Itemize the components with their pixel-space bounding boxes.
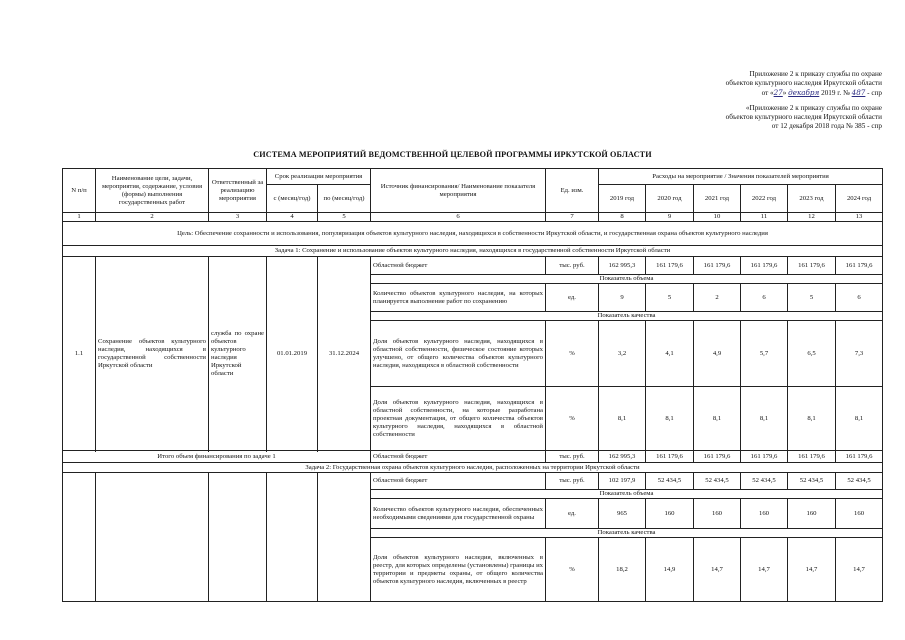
quality1-label: Доля объектов культурного наследия, находящихся в областной собственности, физическое состояние которых улучшено, от общего количества объектов культурного наследия, находящихся в областной собственности xyxy=(371,321,546,387)
value-cell: 2 xyxy=(694,284,741,312)
col-index: 4 xyxy=(267,213,318,222)
value-cell: 14,7 xyxy=(741,538,788,602)
column-index-row xyxy=(63,213,883,222)
item-to: 31.12.2024 xyxy=(318,257,371,451)
table-row xyxy=(63,473,883,490)
item-number: 1.1 xyxy=(63,257,96,451)
empty-cell xyxy=(318,473,371,602)
table-row xyxy=(63,257,883,275)
value-cell: 162 995,3 xyxy=(599,451,646,463)
document-title: СИСТЕМА МЕРОПРИЯТИЙ ВЕДОМСТВЕННОЙ ЦЕЛЕВОЙ ПРОГРАММЫ ИРКУТСКОЙ ОБЛАСТИ xyxy=(253,150,652,159)
task-row xyxy=(63,463,883,473)
budget-unit: тыс. руб. xyxy=(546,257,599,275)
budget-unit: тыс. руб. xyxy=(546,473,599,490)
col-index: 7 xyxy=(546,213,599,222)
quality-header: Показатель качества xyxy=(371,312,883,321)
header-line-2: объектов культурного наследия Иркутской области xyxy=(725,79,882,87)
col-unit: Ед. изм. xyxy=(546,169,599,213)
col-index: 11 xyxy=(741,213,788,222)
value-cell: 161 179,6 xyxy=(646,451,694,463)
value-cell: 161 179,6 xyxy=(836,451,883,463)
col-num: N п/п xyxy=(63,169,96,213)
value-cell: 52 434,5 xyxy=(694,473,741,490)
col-year: 2021 год xyxy=(694,185,741,213)
value-cell: 160 xyxy=(646,499,694,529)
value-cell: 4,9 xyxy=(694,321,741,387)
total-label: Итого объем финансирования по задаче 1 xyxy=(63,451,371,463)
task-row xyxy=(63,246,883,257)
value-cell: 52 434,5 xyxy=(646,473,694,490)
task1-title: Задача 1: Сохранение и использование объектов культурного наследия, находящихся в государственной собственности Иркутской области xyxy=(63,246,883,257)
total-source: Областной бюджет xyxy=(371,451,546,463)
value-cell: 161 179,6 xyxy=(694,451,741,463)
value-cell: 8,1 xyxy=(836,387,883,451)
volume-unit: ед. xyxy=(546,499,599,529)
value-cell: 9 xyxy=(599,284,646,312)
order-header xyxy=(622,70,882,131)
col-index: 6 xyxy=(371,213,546,222)
header-line-6: от 12 декабря 2018 года № 385 - спр xyxy=(771,122,882,130)
value-cell: 6 xyxy=(741,284,788,312)
value-cell: 161 179,6 xyxy=(788,257,836,275)
total-unit: тыс. руб. xyxy=(546,451,599,463)
value-cell: 52 434,5 xyxy=(741,473,788,490)
value-cell: 52 434,5 xyxy=(836,473,883,490)
col-index: 13 xyxy=(836,213,883,222)
value-cell: 161 179,6 xyxy=(836,257,883,275)
quality2-label: Доля объектов культурного наследия, находящихся в областной собственности, на которые разработана проектная документация, от общего количества объектов культурного наследия, находящихся в областной собственности xyxy=(371,387,546,451)
empty-cell xyxy=(96,473,209,602)
empty-cell xyxy=(209,473,267,602)
value-cell: 52 434,5 xyxy=(788,473,836,490)
value-cell: 14,7 xyxy=(694,538,741,602)
empty-cell xyxy=(267,473,318,602)
col-index: 8 xyxy=(599,213,646,222)
value-cell: 160 xyxy=(836,499,883,529)
goal-text: Цель: Обеспечение сохранности и использования, популяризация объектов культурного наследия, находящихся в собственности Иркутской области, и государственная охрана объектов культурного наследия xyxy=(63,222,883,246)
table-header-row xyxy=(63,169,883,185)
header-line-5: объектов культурного наследия Иркутской области xyxy=(725,113,882,121)
value-cell: 3,2 xyxy=(599,321,646,387)
handwritten-month: декабря xyxy=(788,88,820,97)
col-costs: Расходы на мероприятие / Значения показателей мероприятия xyxy=(599,169,883,185)
quality1-unit: % xyxy=(546,321,599,387)
value-cell: 160 xyxy=(788,499,836,529)
value-cell: 7,3 xyxy=(836,321,883,387)
quality2-unit: % xyxy=(546,387,599,451)
item-responsible: служба по охране объектов культурного наследия Иркутской области xyxy=(209,257,267,451)
col-index: 9 xyxy=(646,213,694,222)
handwritten-day: 27 xyxy=(773,88,783,97)
value-cell: 8,1 xyxy=(646,387,694,451)
col-index: 10 xyxy=(694,213,741,222)
value-cell: 102 197,9 xyxy=(599,473,646,490)
value-cell: 160 xyxy=(694,499,741,529)
budget-label: Областной бюджет xyxy=(371,473,546,490)
value-cell: 161 179,6 xyxy=(788,451,836,463)
value-cell: 161 179,6 xyxy=(694,257,741,275)
value-cell: 162 995,3 xyxy=(599,257,646,275)
value-cell: 5 xyxy=(788,284,836,312)
volume-unit: ед. xyxy=(546,284,599,312)
task2-title: Задача 2: Государственная охрана объектов культурного наследия, расположенных на территории Иркутской области xyxy=(63,463,883,473)
col-index: 1 xyxy=(63,213,96,222)
value-cell: 8,1 xyxy=(741,387,788,451)
year-text: 2019 г. № xyxy=(819,89,852,97)
value-cell: 8,1 xyxy=(599,387,646,451)
col-year: 2019 год xyxy=(599,185,646,213)
value-cell: 5,7 xyxy=(741,321,788,387)
quality1-label: Доля объектов культурного наследия, включенных в реестр, для которых определены (установлены) границы их территории и предметы охраны, от общего количества объектов культурного наследия, включенных в реестр xyxy=(371,538,546,602)
value-cell: 14,7 xyxy=(788,538,836,602)
value-cell: 6 xyxy=(836,284,883,312)
value-cell: 14,9 xyxy=(646,538,694,602)
volume-header: Показатель объема xyxy=(371,275,883,284)
budget-label: Областной бюджет xyxy=(371,257,546,275)
header-line-1: Приложение 2 к приказу службы по охране xyxy=(749,70,882,78)
value-cell: 14,7 xyxy=(836,538,883,602)
value-cell: 4,1 xyxy=(646,321,694,387)
value-cell: 965 xyxy=(599,499,646,529)
value-cell: 6,5 xyxy=(788,321,836,387)
value-cell: 18,2 xyxy=(599,538,646,602)
goal-row xyxy=(63,222,883,246)
quality1-unit: % xyxy=(546,538,599,602)
volume-label: Количество объектов культурного наследия, обеспеченных необходимыми сведениями для государственной охраны xyxy=(371,499,546,529)
col-index: 5 xyxy=(318,213,371,222)
date-prefix: от « xyxy=(761,89,774,97)
total-row xyxy=(63,451,883,463)
col-year: 2022 год xyxy=(741,185,788,213)
value-cell: 161 179,6 xyxy=(741,451,788,463)
value-cell: 8,1 xyxy=(788,387,836,451)
col-name: Наименование цели, задачи, мероприятия, содержание, условия (формы) выполнения государственных работ xyxy=(96,169,209,213)
value-cell: 161 179,6 xyxy=(646,257,694,275)
item-from: 01.01.2019 xyxy=(267,257,318,451)
item-name: Сохранение объектов культурного наследия, находящихся в государственной собственности Иркутской области xyxy=(96,257,209,451)
volume-label: Количество объектов культурного наследия, на которых планируется выполнение работ по сохранению xyxy=(371,284,546,312)
header-line-4: «Приложение 2 к приказу службы по охране xyxy=(745,104,882,112)
handwritten-number: 487 xyxy=(851,88,866,97)
quality-header: Показатель качества xyxy=(371,529,883,538)
date-sep: » xyxy=(782,89,789,97)
col-from: с (месяц/год) xyxy=(267,185,318,213)
value-cell: 8,1 xyxy=(694,387,741,451)
col-to: по (месяц/год) xyxy=(318,185,371,213)
col-period: Срок реализации мероприятия xyxy=(267,169,371,185)
col-index: 2 xyxy=(96,213,209,222)
volume-header: Показатель объема xyxy=(371,490,883,499)
col-year: 2020 год xyxy=(646,185,694,213)
value-cell: 160 xyxy=(741,499,788,529)
col-year: 2024 год xyxy=(836,185,883,213)
col-index: 3 xyxy=(209,213,267,222)
program-table xyxy=(62,168,883,602)
col-source: Источник финансирования/ Наименование показателя мероприятия xyxy=(371,169,546,213)
value-cell: 5 xyxy=(646,284,694,312)
col-resp: Ответственный за реализацию мероприятия xyxy=(209,169,267,213)
col-index: 12 xyxy=(788,213,836,222)
order-suffix: - спр xyxy=(865,89,882,97)
col-year: 2023 год xyxy=(788,185,836,213)
header-line-3 xyxy=(622,88,882,98)
value-cell: 161 179,6 xyxy=(741,257,788,275)
empty-cell xyxy=(63,473,96,602)
